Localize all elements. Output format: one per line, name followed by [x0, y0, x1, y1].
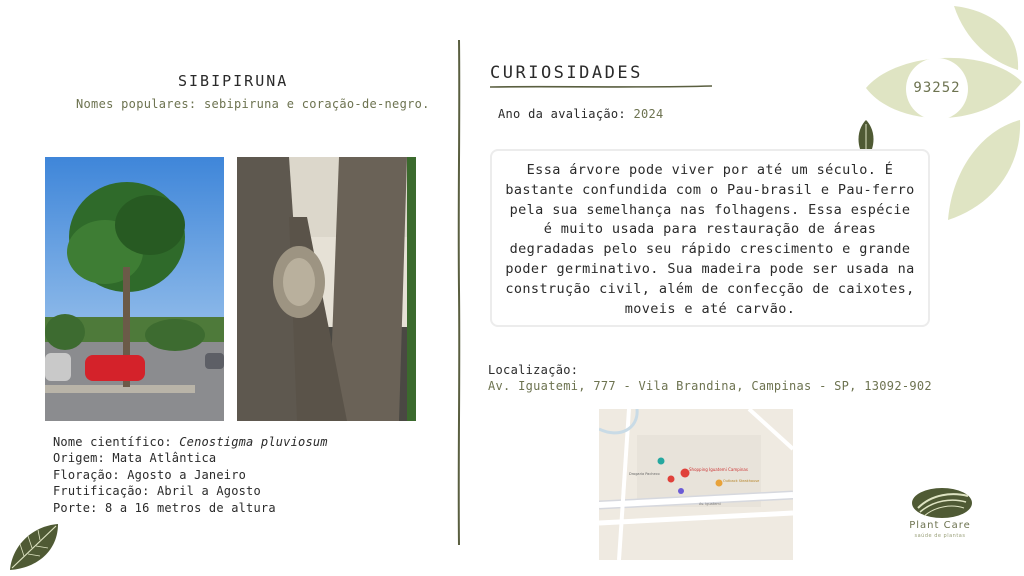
scientific-name-value: Cenostigma pluviosum [179, 435, 328, 449]
plant-care-logo-icon [910, 486, 974, 520]
brand-tagline: saúde de plantas [914, 533, 966, 539]
map-poi-shopping[interactable]: Shopping Iguatemi Campinas [689, 467, 748, 472]
plant-title: SIBIPIRUNA [178, 72, 289, 90]
scientific-name-label: Nome científico: [53, 435, 172, 449]
fact-origin: Origem: Mata Atlântica [53, 451, 217, 466]
map-road-label: Av. Iguatemi [699, 502, 721, 506]
popular-names-label: Nomes populares: [76, 97, 197, 111]
fact-scientific-name [53, 434, 328, 450]
evaluation-value: 2024 [633, 107, 664, 121]
trunk-photo [237, 157, 416, 421]
evaluation-label: Ano da avaliação: [498, 107, 626, 121]
badge-number: 93252 [913, 80, 961, 96]
fact-size: Porte: 8 a 16 metros de altura [53, 500, 276, 515]
curiosities-title: CURIOSIDADES [490, 63, 643, 83]
decorative-leaf-bottom-icon [8, 522, 62, 572]
popular-names-value: sebipiruna e coração-de-negro. [203, 97, 430, 111]
evaluation-year [498, 107, 664, 121]
curiosities-text: Essa árvore pode viver por até um século. É bastante confundida com o Pau-brasil e Pau-ferro pela sua semelhança nas folhagens. Essa espécie é muito usada para restauração de áreas degradadas pelo seu rápido crescimento e grande poder germinativo. Sua madeira pode ser usada na construção civil, além de confecção de caixotes, moveis e até carvão. [505, 162, 915, 317]
fact-fruiting: Frutificação: Abril a Agosto [53, 484, 261, 499]
title-underline [490, 84, 712, 90]
map-poi-restaurant[interactable]: Outback Steakhouse [723, 479, 760, 483]
brand-name: Plant Care [909, 520, 971, 531]
location-label: Localização: [488, 363, 579, 377]
map-poi-pharmacy[interactable]: Drogaria Pacheco [629, 472, 660, 476]
tree-photo [45, 157, 224, 421]
plant-facts [53, 434, 328, 516]
location-map[interactable] [599, 409, 793, 560]
vertical-divider [456, 40, 462, 545]
curiosities-card [490, 149, 930, 327]
location-address: Av. Iguatemi, 777 - Vila Brandina, Campinas - SP, 13092-902 [488, 379, 932, 393]
fact-flowering: Floração: Agosto a Janeiro [53, 467, 247, 482]
popular-names [76, 97, 430, 111]
